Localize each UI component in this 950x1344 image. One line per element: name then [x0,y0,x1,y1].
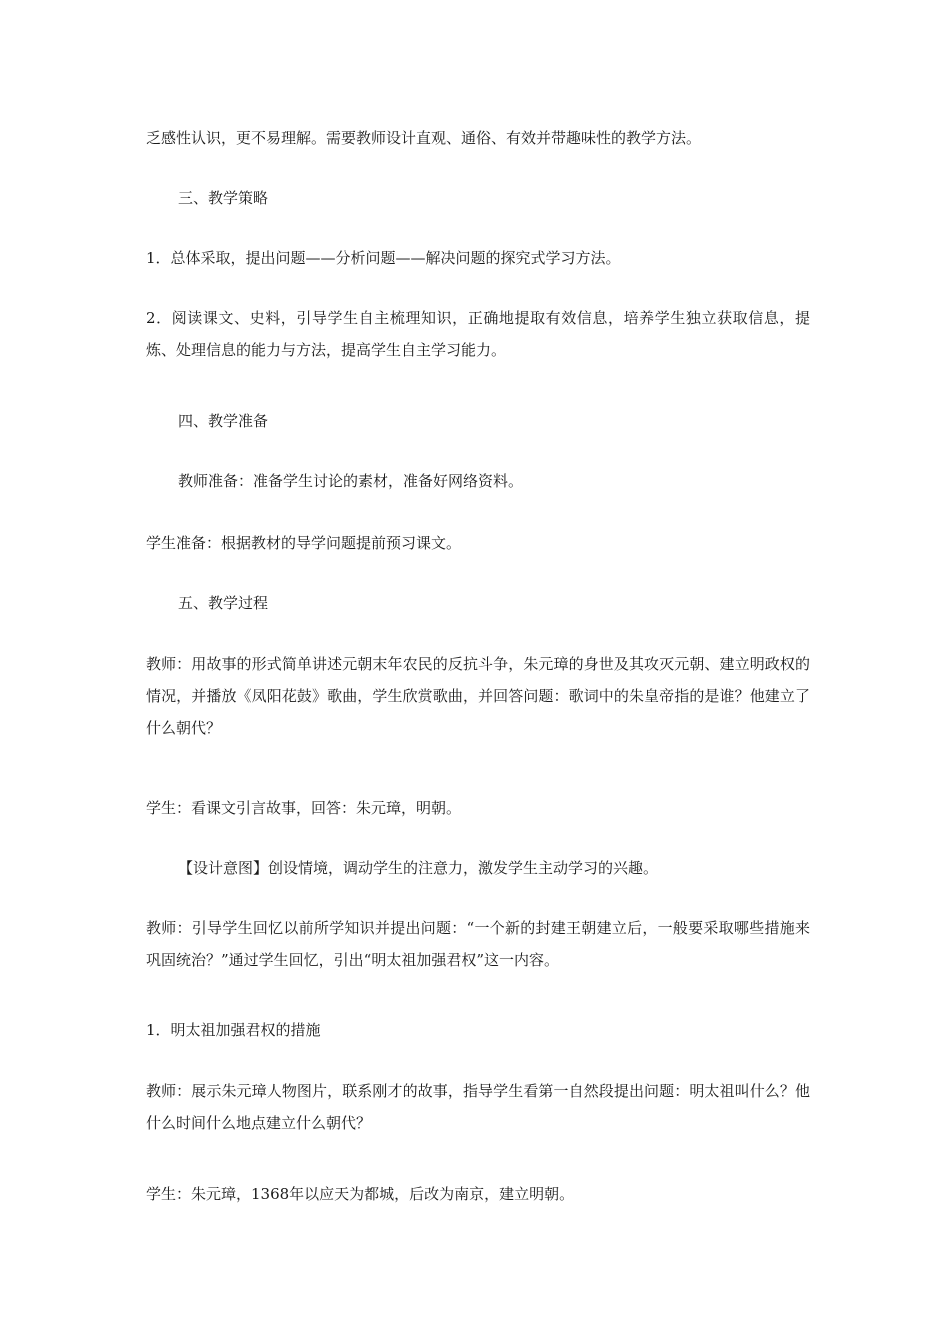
heading-teaching-strategy: 三、教学策略 [178,189,269,207]
paragraph-strategy-2: 2．阅读课文、史料，引导学生自主梳理知识，正确地提取有效信息，培养学生独立获取信息，提炼、处理信息的能力与方法，提高学生自主学习能力。 [146,309,810,359]
heading-teaching-process: 五、教学过程 [178,594,269,612]
paragraph-student-preparation: 学生准备：根据教材的导学问题提前预习课文。 [146,534,462,552]
paragraph-intro-continuation: 乏感性认识，更不易理解。需要教师设计直观、通俗、有效并带趣味性的教学方法。 [146,129,702,147]
paragraph-teacher-question: 教师：引导学生回忆以前所学知识并提出问题：“一个新的封建王朝建立后，一般要采取哪些措施来巩固统治？”通过学生回忆，引出“明太祖加强君权”这一内容。 [146,919,810,969]
paragraph-student-answer-1: 学生：看课文引言故事，回答：朱元璋，明朝。 [146,799,462,817]
paragraph-design-intent: 【设计意图】创设情境，调动学生的注意力，激发学生主动学习的兴趣。 [178,859,659,877]
heading-measures: 1．明太祖加强君权的措施 [146,1021,321,1039]
paragraph-teacher-preparation: 教师准备：准备学生讨论的素材，准备好网络资料。 [178,472,524,490]
paragraph-student-answer-2: 学生：朱元璋，1368年以应天为都城，后改为南京，建立明朝。 [146,1185,575,1203]
paragraph-strategy-1: 1．总体采取，提出问题——分析问题——解决问题的探究式学习方法。 [146,249,621,267]
paragraph-teacher-story: 教师：用故事的形式简单讲述元朝末年农民的反抗斗争，朱元璋的身世及其攻灭元朝、建立明政权的情况，并播放《凤阳花鼓》歌曲，学生欣赏歌曲，并回答问题：歌词中的朱皇帝指的是谁？他建立了什么朝代？ [146,655,810,737]
paragraph-teacher-portrait: 教师：展示朱元璋人物图片，联系刚才的故事，指导学生看第一自然段提出问题：明太祖叫什么？他什么时间什么地点建立什么朝代？ [146,1082,810,1132]
heading-teaching-preparation: 四、教学准备 [178,412,269,430]
